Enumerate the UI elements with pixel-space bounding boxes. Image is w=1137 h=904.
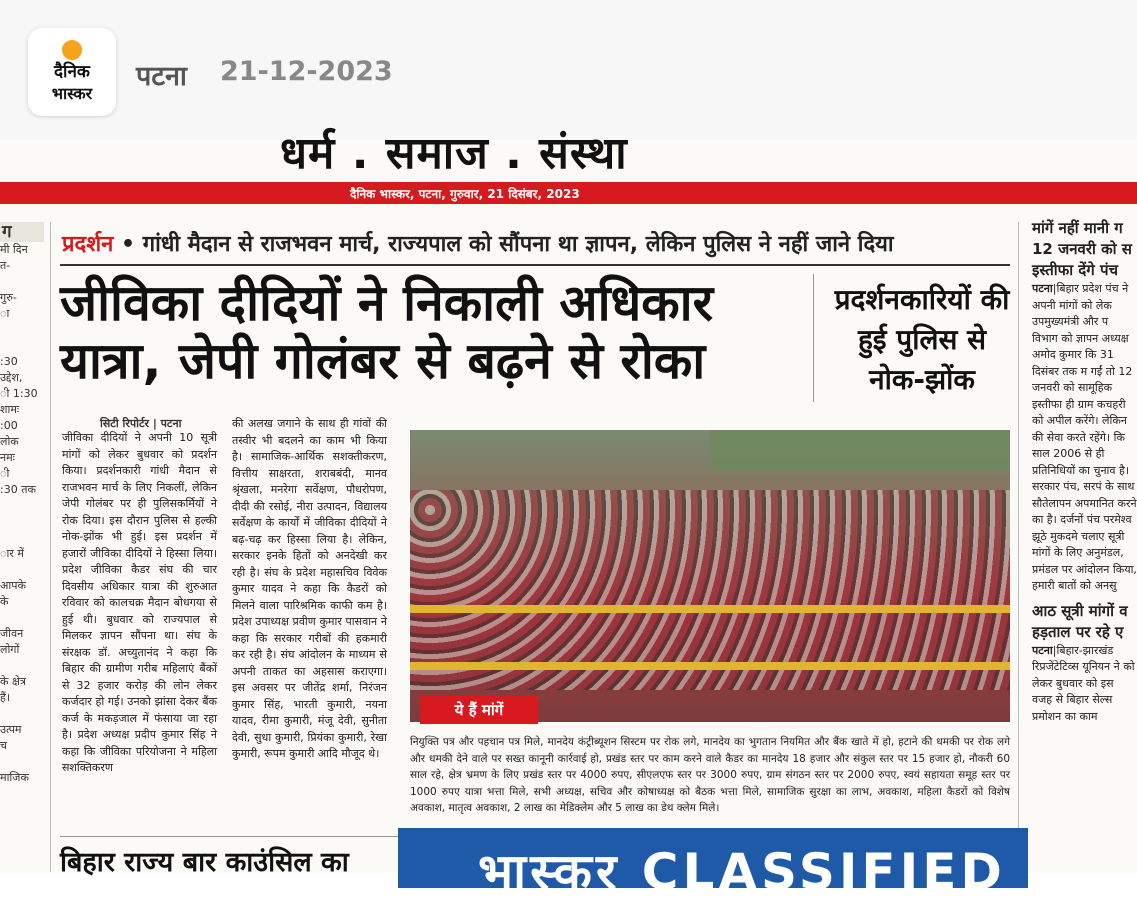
right-body-text: |बिहार प्रदेश पंच ने अपनी मांगों को लेक उपमुख्यमंत्री और प विभाग को ज्ञापन अध्यक्ष अमोद कुमार कि 31 दिसंबर तक म गईं तो 12 जनवरी को सामूहिक इस्तीफा ही ग्राम कचहरी को अपील करेंगे। लेकिन की सेवा करते रहेंगे। कि साल 2006 से ही प्रतिनिधियों का चुनाव है। सरकार पंच, सरपं के साथ सौतेलापन अपमानित करने का है। दर्जनों पंच परमेश्व झूठे मुकदमे चलाए सूत्री मांगों के लिए अनुमंडल, प्रमंडल पर आंदोलन किया, हमारी बातों को अनसु	[1032, 282, 1137, 592]
article-body-col1: जीविका दीदियों ने अपनी 10 सूत्री मांगों को लेकर बुधवार को प्रदर्शन किया। प्रदर्शनकारी गांधी मैदान से राजभवन मार्च के लिए निकलीं, लेकिन जेपी गोलंबर पर ही पुलिसकर्मियों ने रोक दिया। इस दौरान पुलिस से हल्की नोक-झोंक भी हुई। इस प्रदर्शन में हजारों जीविका दीदियों ने हिस्सा लिया। प्रदेश जीविका कैडर संघ की चार दिवसीय अधिकार यात्रा की शुरुआत रविवार को कालचक्र मैदान बोधगया से हुई थी। बुधवार को राज्यपाल से मिलकर ज्ञापन सौंपना था। संघ के संरक्षक डॉ. अच्युतानंद ने कहा कि बिहार की ग्रामीण गरीब महिलाएं बैंकों से 32 हजार करोड़ की लोन लेकर कर्जदार हो गई। उनको झांसा देकर बैंक कर्ज के मकड़जाल में फंसाया जा रहा है। प्रदेश अध्यक्ष प्रदीप कुमार सिंह ने कहा कि जीविका परियोजना ने महिला सशक्तिकरण	[62, 431, 217, 774]
left-column-line: उद्देश,	[0, 371, 23, 384]
left-column-line: के क्षेत्र	[0, 675, 26, 688]
left-column-line	[0, 562, 44, 578]
left-column-line: ी	[0, 467, 10, 480]
left-column-lines	[0, 242, 44, 786]
right-column-body2	[1032, 643, 1137, 726]
left-column-line: ार में	[0, 547, 24, 560]
left-column-line: हैं।	[0, 691, 11, 704]
photo-crowd	[410, 490, 1010, 690]
classified-banner	[398, 828, 1028, 901]
left-column-line: ा	[0, 307, 10, 320]
left-column-line: गुरु-	[0, 291, 17, 304]
bottom-headline: बिहार राज्य बार काउंसिल का	[60, 847, 349, 878]
epaper-page[interactable]	[0, 128, 1137, 901]
photo-trees	[710, 430, 1010, 470]
masthead-strip-text: दैनिक भास्कर, पटना, गुरुवार, 21 दिसंबर, 2023	[350, 187, 580, 201]
left-column-line: लोक	[0, 435, 19, 448]
section-banner: धर्म . समाज . संस्था	[280, 128, 628, 179]
side-headline: प्रदर्शनकारियों की हुई पुलिस से नोक-झोंक	[834, 283, 1010, 396]
left-column-line	[0, 530, 44, 546]
left-column-line: नमः	[0, 451, 15, 464]
left-column-heading: ग	[0, 222, 44, 242]
left-column-line	[0, 610, 44, 626]
right-column-clipped	[1032, 218, 1137, 818]
photo-barricade	[410, 605, 1010, 613]
edition-city[interactable]: पटना	[136, 61, 187, 92]
left-column-line: उत्पम	[0, 723, 22, 736]
column-divider	[1018, 222, 1019, 872]
left-column-line: जीवन	[0, 627, 24, 640]
article-body-col2: की अलख जगाने के साथ ही गांवों की तस्वीर भी बदलने का काम भी किया है। सामाजिक-आर्थिक सशक्तीकरण, वित्तीय साक्षरता, शराबबंदी, मानव श्रृंखला, मनरेगा सर्वेक्षण, पौधरोपण, दीदी की रसोई, नीरा उत्पादन, विद्यालय सर्वेक्षण के कार्यों में जीविका दीदियों ने बढ़-चढ़ कर हिस्सा लिया है। लेकिन, सरकार इनके हितों को अनदेखी कर रही है। संघ के प्रदेश महासचिव विवेक कुमार यादव ने कहा कि कैडरों को मिलने वाला पारिश्रमिक काफी कम है। प्रदेश उपाध्यक्ष प्रवीण कुमार पासवान ने कहा कि सरकार गरीबों की हकमारी कर रही है। संघ आंदोलन के माध्यम से अपनी ताकत का अहसास कराएगा। इस अवसर पर जीतेंद्र शर्मा, निरंजन कुमार सिंह, भारती कुमारी, नयना यादव, रीमा कुमारी, मंजू देवी, सुनीता देवी, सुधा कुमारी, प्रियंका कुमारी, रेखा कुमारी, रूपम कुमारी आदि मौजूद थे।	[232, 417, 387, 760]
right-column-body	[1032, 281, 1137, 595]
left-column-line: ी 1:30	[0, 387, 38, 400]
rule	[60, 264, 1010, 266]
kicker-label: प्रदर्शन	[62, 232, 114, 257]
protest-photo	[410, 430, 1010, 722]
left-column-line	[0, 754, 44, 770]
left-column-line: :30	[0, 355, 18, 368]
left-column-line	[0, 322, 44, 338]
photo-barricade	[410, 662, 1010, 670]
right-dateline2: पटना	[1032, 643, 1053, 657]
right-dateline: पटना	[1032, 282, 1053, 295]
left-column-line: :30 तक	[0, 483, 36, 496]
left-column-line: त-	[0, 259, 11, 272]
main-headline: जीविका दीदियों ने निकाली अधिकार यात्रा, जेपी गोलंबर से बढ़ने से रोका	[60, 274, 714, 390]
left-column-line: शामः	[0, 403, 20, 416]
logo-line2: भास्कर	[51, 84, 93, 103]
dainik-bhaskar-logo[interactable]	[28, 28, 116, 116]
left-column-line: च	[0, 739, 7, 752]
column-divider	[50, 222, 51, 872]
left-column-line: आपके	[0, 579, 26, 592]
masthead-strip	[0, 182, 1137, 204]
left-column-line: :00	[0, 419, 18, 432]
right-column-heading2: आठ सूत्री मांगों व हड़ताल पर रहे ए	[1032, 601, 1128, 641]
left-column-line: लोगों	[0, 643, 20, 656]
rule	[813, 274, 814, 402]
kicker-text: • गांधी मैदान से राजभवन मार्च, राज्यपाल को सौंपना था ज्ञापन, लेकिन पुलिस ने नहीं जाने दिया	[113, 232, 894, 257]
demands-tag: ये हैं मांगें	[420, 696, 538, 724]
sun-icon	[62, 40, 82, 60]
right-body-text2: |बिहार-झारखंड रिप्रजेंटेटिव्स यूनियन ने को लेकर बुधवार को इस वजह से बिहार सेल्स प्रमोशन का काम	[1032, 643, 1135, 723]
left-column-line	[0, 514, 44, 530]
left-column-line: के	[0, 595, 9, 608]
left-column-line: मी दिन	[0, 243, 28, 256]
left-column-line	[0, 706, 44, 722]
kicker	[62, 228, 894, 258]
app-header	[0, 0, 1137, 140]
byline: सिटी रिपोर्टर | पटना	[100, 417, 182, 430]
left-column-line: माजिक	[0, 771, 29, 784]
classified-text: भास्कर CLASSIFIED	[478, 843, 1006, 901]
edition-date[interactable]: 21-12-2023	[220, 56, 393, 87]
logo-line1: दैनिक	[54, 62, 90, 82]
left-column-line	[0, 338, 44, 354]
left-column-line	[0, 498, 44, 514]
right-column-heading: मांगें नहीं मानी ग 12 जनवरी को स इस्तीफा देंगे पंच	[1032, 219, 1132, 279]
left-column-line	[0, 658, 44, 674]
demands-text: नियुक्ति पत्र और पहचान पत्र मिले, मानदेय कंट्रीब्यूशन सिस्टम पर रोक लगे, मानदेय का भुगतान नियमित और बैंक खाते में हो, हटाने की धमकी पर रोक लगे और धमकी देने वाले पर सख्त कानूनी कार्रवाई हो, प्रखंड स्तर पर काम करने वाले कैडर का मानदेय 18 हजार और संकुल स्तर पर 15 हजार हो, नौकरी 60 साल रहे, क्षेत्र भ्रमण के लिए प्रखंड स्तर पर 4000 रुपए, सीएलएफ स्तर पर 3000 रुपए, ग्राम संगठन स्तर पर 2000 रुपए, स्वयं सहायता समूह स्तर पर 1000 रुपए यात्रा भत्ता मिले, सभी अध्यक्ष, सचिव और कोषाध्यक्ष को बैठक भत्ता मिले, सामाजिक सुरक्षा का लाभ, अवकाश, महिला कैडरों को विशेष अवकाश, मातृत्व अवकाश, 2 लाख का मेडिक्लेम और 5 लाख का डेथ क्लेम मिले।	[410, 736, 1010, 814]
left-column-line	[0, 274, 44, 290]
left-column-clipped	[0, 222, 44, 872]
